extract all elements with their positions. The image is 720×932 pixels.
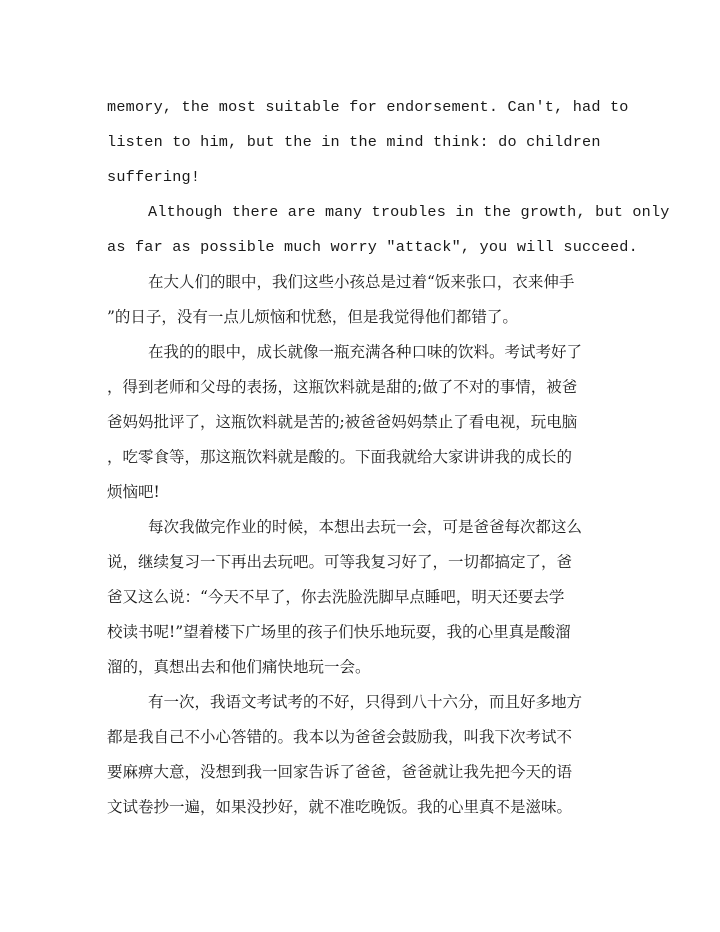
text-line-12: 烦恼吧! — [107, 483, 160, 501]
text-line-11: ，吃零食等，那这瓶饮料就是酸的。下面我就给大家讲讲我的成长的 — [107, 448, 573, 466]
text-line-15: 爸又这么说：“今天不早了，你去洗脸洗脚早点睡吧，明天还要去学 — [107, 588, 565, 606]
text-line-4: Although there are many troubles in the growth, but only — [148, 203, 670, 221]
text-line-16: 校读书呢!”望着楼下广场里的孩子们快乐地玩耍，我的心里真是酸溜 — [107, 623, 571, 641]
text-line-18: 有一次，我语文考试考的不好，只得到八十六分，而且好多地方 — [148, 693, 583, 711]
text-line-14: 说，继续复习一下再出去玩吧。可等我复习好了，一切都搞定了，爸 — [107, 553, 573, 571]
text-line-19: 都是我自己不小心答错的。我本以为爸爸会鼓励我，叫我下次考试不 — [107, 728, 573, 746]
text-line-17: 溜的，真想出去和他们痛快地玩一会。 — [107, 658, 371, 676]
text-line-21: 文试卷抄一遍，如果没抄好，就不准吃晚饭。我的心里真不是滋味。 — [107, 798, 573, 816]
text-line-10: 爸妈妈批评了，这瓶饮料就是苦的;被爸爸妈妈禁止了看电视，玩电脑 — [107, 413, 578, 431]
text-line-7: ”的日子，没有一点儿烦恼和忧愁，但是我觉得他们都错了。 — [107, 308, 518, 326]
text-line-6: 在大人们的眼中，我们这些小孩总是过着“饭来张口，衣来伸手 — [148, 273, 575, 291]
text-line-5: as far as possible much worry "attack", you will succeed. — [107, 238, 638, 256]
text-line-20: 要麻痹大意，没想到我一回家告诉了爸爸，爸爸就让我先把今天的语 — [107, 763, 573, 781]
text-line-13: 每次我做完作业的时候，本想出去玩一会，可是爸爸每次都这么 — [148, 518, 583, 536]
text-line-8: 在我的的眼中，成长就像一瓶充满各种口味的饮料。考试考好了 — [148, 343, 583, 361]
text-line-9: ，得到老师和父母的表扬，这瓶饮料就是甜的;做了不对的事情，被爸 — [107, 378, 578, 396]
text-line-1: memory, the most suitable for endorsement. Can't, had to — [107, 98, 629, 116]
text-line-2: listen to him, but the in the mind think: do children — [107, 133, 601, 151]
text-line-3: suffering! — [107, 168, 201, 186]
